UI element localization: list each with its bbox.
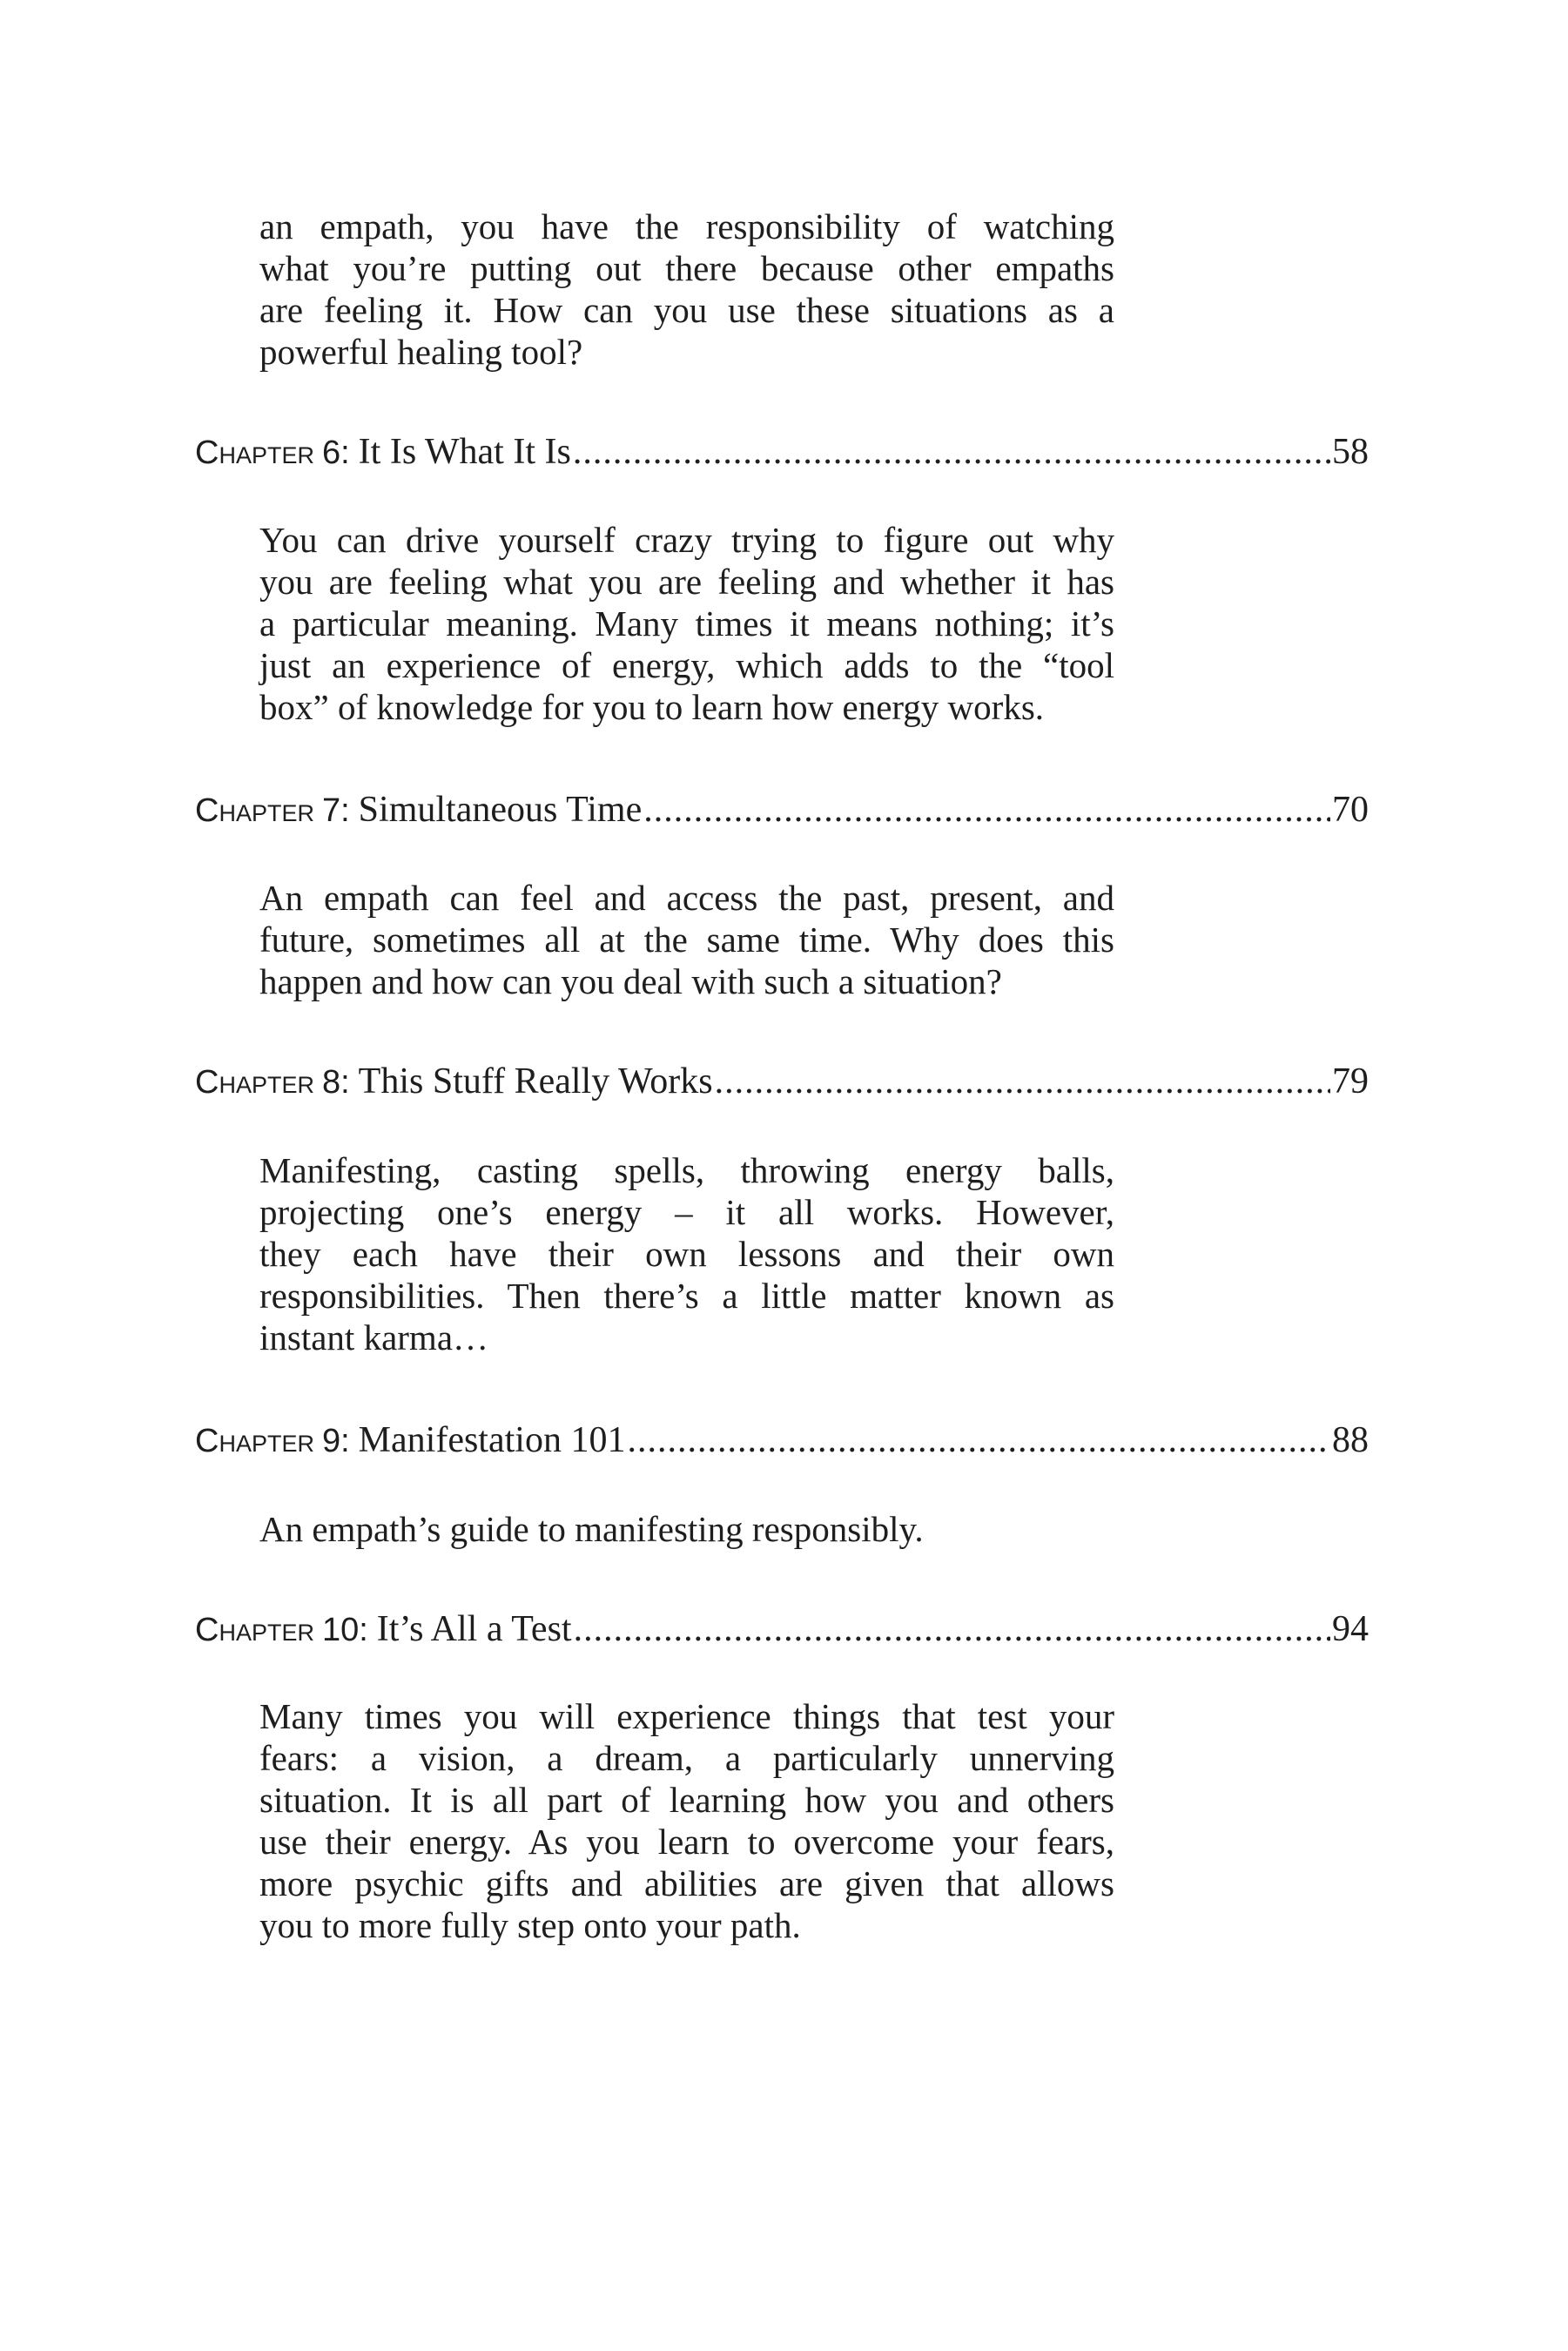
- summary-line: future, sometimes all at the same time. Why does this: [259, 920, 1114, 960]
- page-number: 94: [1332, 1609, 1369, 1649]
- toc-entry-chapter-6[interactable]: [195, 431, 1369, 480]
- intro-paragraph: [259, 205, 1114, 373]
- summary-line: more psychic gifts and abilities are given that allows: [259, 1863, 1114, 1903]
- page-number: 70: [1332, 790, 1369, 830]
- intro-line: powerful healing tool?: [259, 332, 583, 372]
- chapter-6-summary: [259, 519, 1114, 728]
- toc-entry-chapter-7[interactable]: [195, 789, 1369, 838]
- chapter-word: [195, 1612, 314, 1649]
- summary-line: fears: a vision, a dream, a particularly unnerving: [259, 1738, 1114, 1778]
- summary-line: An empath’s guide to manifesting responsibly.: [259, 1509, 924, 1549]
- chapter-word-text: Chapter: [195, 434, 314, 471]
- chapter-title: This Stuff Really Works: [358, 1061, 713, 1101]
- summary-line: responsibilities. Then there’s a little matter known as: [259, 1276, 1114, 1316]
- summary-line: instant karma…: [259, 1317, 489, 1357]
- page-number: 58: [1332, 432, 1369, 472]
- chapter-8-summary: [259, 1149, 1114, 1358]
- chapter-word-text: Chapter: [195, 1612, 314, 1648]
- chapter-number: 9:: [321, 1423, 350, 1459]
- intro-line: what you’re putting out there because other empaths: [259, 248, 1114, 288]
- chapter-word: [195, 792, 314, 830]
- chapter-number: 10:: [321, 1612, 368, 1648]
- summary-line: An empath can feel and access the past, present, and: [259, 878, 1114, 918]
- summary-line: projecting one’s energy – it all works. However,: [259, 1192, 1114, 1232]
- chapter-title: Simultaneous Time: [358, 790, 643, 830]
- chapter-number: 8:: [321, 1064, 350, 1101]
- chapter-10-summary: [259, 1695, 1114, 1946]
- summary-line: use their energy. As you learn to overcome your fears,: [259, 1822, 1114, 1862]
- chapter-word-text: Chapter: [195, 1064, 314, 1101]
- chapter-word: [195, 434, 314, 472]
- summary-line: You can drive yourself crazy trying to figure out why: [259, 520, 1114, 560]
- summary-line: you are feeling what you are feeling and whether it has: [259, 562, 1114, 602]
- summary-line: you to more fully step onto your path.: [259, 1905, 801, 1945]
- chapter-7-summary: [259, 877, 1114, 1002]
- chapter-word-text: Chapter: [195, 792, 314, 829]
- chapter-9-summary: [259, 1508, 1114, 1550]
- chapter-word: [195, 1064, 314, 1101]
- page-number: 88: [1332, 1420, 1369, 1460]
- dot-leader: [627, 1419, 1330, 1461]
- chapter-title: It’s All a Test: [376, 1609, 572, 1649]
- dot-leader: [574, 1608, 1330, 1650]
- dot-leader: [715, 1061, 1330, 1102]
- summary-line: a particular meaning. Many times it means nothing; it’s: [259, 603, 1114, 643]
- dot-leader: [643, 789, 1330, 831]
- toc-entry-chapter-10[interactable]: [195, 1608, 1369, 1657]
- chapter-word: [195, 1423, 314, 1460]
- dot-leader: [573, 431, 1330, 473]
- chapter-title: Manifestation 101: [358, 1420, 626, 1460]
- summary-line: Many times you will experience things that test your: [259, 1696, 1114, 1736]
- summary-line: they each have their own lessons and their own: [259, 1234, 1114, 1274]
- toc-entry-chapter-8[interactable]: [195, 1061, 1369, 1109]
- summary-line: situation. It is all part of learning how you and others: [259, 1780, 1114, 1820]
- chapter-title: It Is What It Is: [358, 432, 571, 472]
- summary-line: happen and how can you deal with such a situation?: [259, 961, 1002, 1001]
- page-number: 79: [1332, 1061, 1369, 1101]
- chapter-word-text: Chapter: [195, 1423, 314, 1459]
- summary-line: box” of knowledge for you to learn how energy works.: [259, 687, 1045, 727]
- summary-line: just an experience of energy, which adds to the “tool: [259, 645, 1114, 685]
- chapter-number: 7:: [321, 792, 350, 829]
- summary-line: Manifesting, casting spells, throwing energy balls,: [259, 1150, 1114, 1190]
- intro-line: an empath, you have the responsibility of watching: [259, 206, 1114, 246]
- chapter-number: 6:: [321, 434, 350, 471]
- toc-entry-chapter-9[interactable]: [195, 1419, 1369, 1468]
- intro-line: are feeling it. How can you use these situations as a: [259, 290, 1114, 330]
